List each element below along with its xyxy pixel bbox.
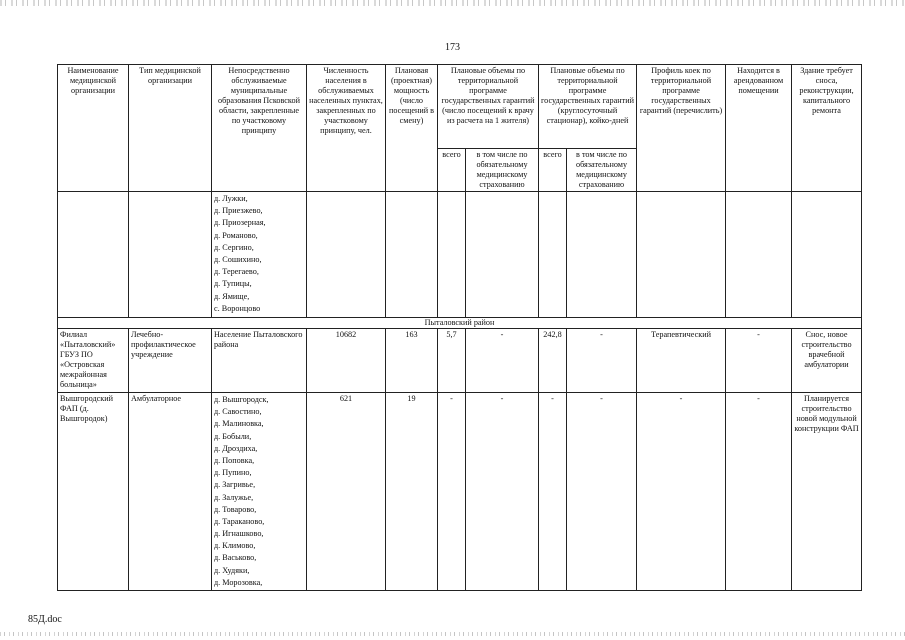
cell-empty bbox=[726, 192, 792, 318]
cell-empty bbox=[58, 192, 129, 318]
row-rented: - bbox=[726, 393, 792, 591]
header-inpatient-volumes: Плановые объемы по территориальной программе государственных гарантий (круглосуточный стационар), койко-дней bbox=[539, 65, 637, 149]
region-title: Пыталовский район bbox=[58, 318, 862, 329]
village-item: д. Савостино, bbox=[214, 407, 262, 417]
row-rented: - bbox=[726, 329, 792, 393]
subheader-in-oms: в том числе по обязательному медицинскому страхованию bbox=[567, 149, 637, 192]
village-item: д. Сошихино, bbox=[214, 254, 262, 264]
village-item: д. Приозерная, bbox=[214, 218, 266, 228]
row-building: Планируется строительство новой модульной конструкции ФАП bbox=[792, 393, 862, 591]
row-municipalities: Население Пыталовского района bbox=[212, 329, 307, 393]
header-row bbox=[58, 65, 862, 149]
village-item: д. Романово, bbox=[214, 230, 258, 240]
village-item: д. Тараканово, bbox=[214, 516, 265, 526]
village-item: д. Загривье, bbox=[214, 480, 256, 490]
continuation-villages bbox=[212, 192, 307, 318]
village-item: д. Приезжево, bbox=[214, 206, 263, 216]
row-bed-profile: Терапевтический bbox=[637, 329, 726, 393]
village-item: д. Климово, bbox=[214, 541, 256, 551]
row-out-total: - bbox=[438, 393, 466, 591]
village-item: д. Малиновка, bbox=[214, 419, 264, 429]
row-type: Амбулаторное bbox=[129, 393, 212, 591]
row-building: Снос, новое строительство врачебной амбулатории bbox=[792, 329, 862, 393]
row-bed-profile: - bbox=[637, 393, 726, 591]
subheader-out-oms: в том числе по обязательному медицинскому страхованию bbox=[466, 149, 539, 192]
village-item: д. Бобыли, bbox=[214, 431, 252, 441]
cell-empty bbox=[438, 192, 466, 318]
row-out-oms: - bbox=[466, 393, 539, 591]
continuation-row bbox=[58, 192, 862, 318]
header-building: Здание требует сноса, реконструкции, капитального ремонта bbox=[792, 65, 862, 192]
village-item: д. Лужки, bbox=[214, 194, 248, 203]
header-bed-profile: Профиль коек по территориальной программе государственных гарантий (перечислить) bbox=[637, 65, 726, 192]
village-item: д. Вышгородск, bbox=[214, 395, 269, 404]
cell-empty bbox=[466, 192, 539, 318]
village-item: д. Худяки, bbox=[214, 565, 250, 575]
row-in-total: - bbox=[539, 393, 567, 591]
village-item: д. Поповка, bbox=[214, 455, 255, 465]
header-type: Тип медицинской организации bbox=[129, 65, 212, 192]
village-item: д. Залужье, bbox=[214, 492, 254, 502]
village-item: д. Тупицы, bbox=[214, 279, 252, 289]
scan-artifact-top bbox=[0, 0, 905, 6]
header-municipalities: Непосредственно обслуживаемые муниципальные образования Псковской области, закрепленные по участковому принципу bbox=[212, 65, 307, 192]
cell-empty bbox=[307, 192, 386, 318]
cell-empty bbox=[567, 192, 637, 318]
row-population: 10682 bbox=[307, 329, 386, 393]
row-type: Лечебно-профилактическое учреждение bbox=[129, 329, 212, 393]
row-name: Вышгородский ФАП (д. Вышгородок) bbox=[58, 393, 129, 591]
cell-empty bbox=[792, 192, 862, 318]
row-capacity: 163 bbox=[386, 329, 438, 393]
village-item: д. Терегаево, bbox=[214, 267, 259, 277]
header-name: Наименование медицинской организации bbox=[58, 65, 129, 192]
row-capacity: 19 bbox=[386, 393, 438, 591]
row-villages bbox=[212, 393, 307, 591]
row-out-total: 5,7 bbox=[438, 329, 466, 393]
cell-empty bbox=[539, 192, 567, 318]
village-item: д. Игнашково, bbox=[214, 529, 264, 539]
village-item: д. Ямище, bbox=[214, 291, 250, 301]
header-capacity: Плановая (проектная) мощность (число посещений в смену) bbox=[386, 65, 438, 192]
table-row bbox=[58, 329, 862, 393]
village-item: д. Дроздиха, bbox=[214, 443, 258, 453]
cell-empty bbox=[637, 192, 726, 318]
subheader-out-total: всего bbox=[438, 149, 466, 192]
table-row bbox=[58, 393, 862, 591]
row-name: Филиал «Пыталовский» ГБУЗ ПО «Островская межрайонная больница» bbox=[58, 329, 129, 393]
footer-filename: 85Д.doc bbox=[28, 614, 62, 625]
subheader-in-total: всего bbox=[539, 149, 567, 192]
cell-empty bbox=[129, 192, 212, 318]
header-outpatient-volumes: Плановые объемы по территориальной программе государственных гарантий (число посещений к врачу из расчета на 1 жителя) bbox=[438, 65, 539, 149]
header-rented: Находится в арендованном помещении bbox=[726, 65, 792, 192]
village-item: д. Товарово, bbox=[214, 504, 257, 514]
village-item: д. Морозовка, bbox=[214, 577, 263, 587]
village-item: д. Васьково, bbox=[214, 553, 257, 563]
scan-artifact-bottom bbox=[0, 632, 905, 636]
village-item: д. Сергино, bbox=[214, 242, 254, 252]
village-item: с. Воронцово bbox=[214, 303, 261, 313]
region-row bbox=[58, 318, 862, 329]
header-population: Численность населения в обслуживаемых населенных пунктах, закрепленных по участковому принципу, чел. bbox=[307, 65, 386, 192]
row-out-oms: - bbox=[466, 329, 539, 393]
cell-empty bbox=[386, 192, 438, 318]
row-in-oms: - bbox=[567, 393, 637, 591]
page-number: 173 bbox=[445, 42, 460, 53]
row-in-oms: - bbox=[567, 329, 637, 393]
row-in-total: 242,8 bbox=[539, 329, 567, 393]
village-item: д. Пупино, bbox=[214, 468, 252, 478]
row-population: 621 bbox=[307, 393, 386, 591]
medical-organizations-table bbox=[57, 64, 862, 591]
